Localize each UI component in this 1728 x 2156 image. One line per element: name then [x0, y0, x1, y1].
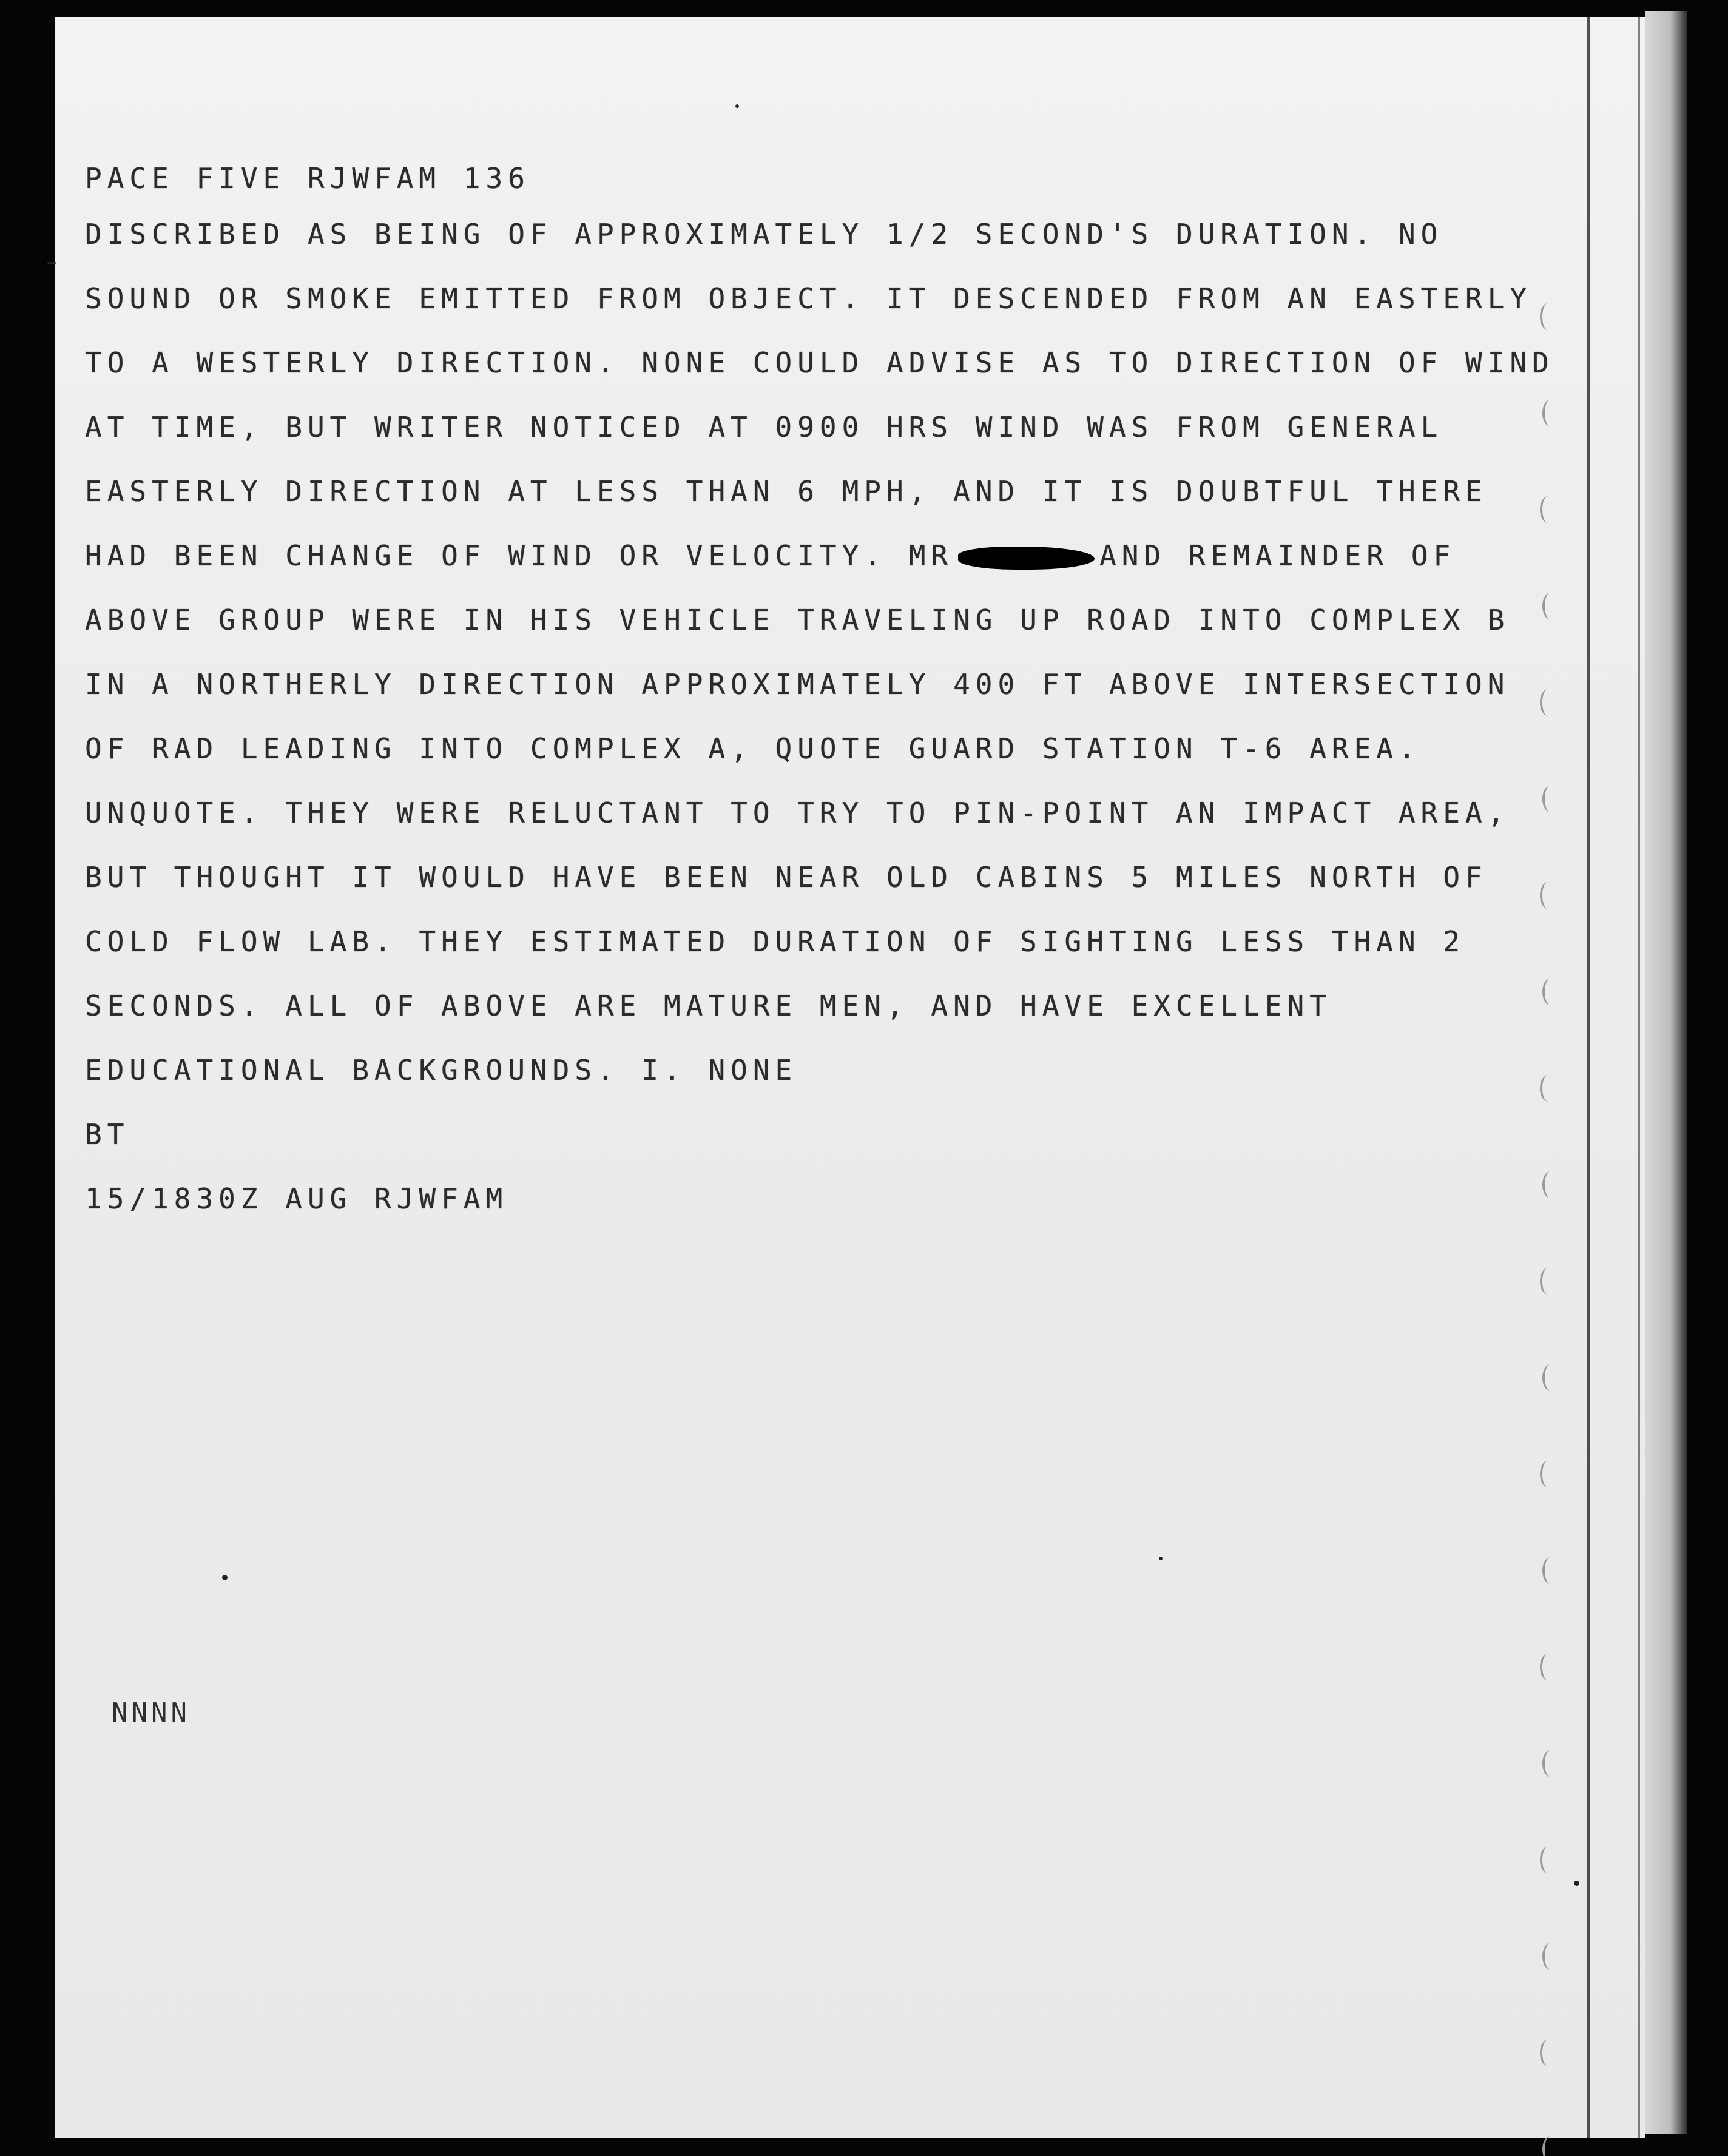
paper-edge-strip: [1645, 11, 1687, 2134]
text-line: OF RAD LEADING INTO COMPLEX A, QUOTE GUARD STATION T-6 AREA.: [85, 732, 1421, 765]
end-of-message-marker: NNNN: [112, 1697, 191, 1728]
feed-hole: [1540, 1461, 1556, 1487]
feed-hole: [1542, 2136, 1558, 2156]
dust-speck: [735, 104, 739, 108]
text-fragment: AND REMAINDER OF: [1099, 539, 1456, 572]
text-line: IN A NORTHERLY DIRECTION APPROXIMATELY 400 FT ABOVE INTERSECTION: [85, 668, 1510, 701]
text-line: COLD FLOW LAB. THEY ESTIMATED DURATION OF SIGHTING LESS THAN 2: [85, 925, 1466, 958]
text-line: BUT THOUGHT IT WOULD HAVE BEEN NEAR OLD CABINS 5 MILES NORTH OF: [85, 861, 1488, 894]
feed-hole: [1540, 1268, 1556, 1295]
feed-hole: [1542, 1364, 1558, 1391]
text-line: EASTERLY DIRECTION AT LESS THAN 6 MPH, AND IT IS DOUBTFUL THERE: [85, 475, 1488, 508]
dust-speck: [1159, 1557, 1163, 1560]
text-line: EDUCATIONAL BACKGROUNDS. I. NONE: [85, 1054, 798, 1086]
text-line: ABOVE GROUP WERE IN HIS VEHICLE TRAVELING UP ROAD INTO COMPLEX B: [85, 604, 1510, 636]
text-line: SOUND OR SMOKE EMITTED FROM OBJECT. IT DESCENDED FROM AN EASTERLY: [85, 282, 1533, 315]
dust-speck: [47, 262, 56, 264]
perforation-line-outer: [1638, 17, 1640, 2138]
text-fragment: HAD BEEN CHANGE OF WIND OR VELOCITY. MR: [85, 539, 954, 572]
text-line: UNQUOTE. THEY WERE RELUCTANT TO TRY TO PIN-POINT AN IMPACT AREA,: [85, 797, 1510, 829]
feed-hole: [1542, 1557, 1558, 1584]
break-marker: BT: [85, 1118, 130, 1151]
text-line: TO A WESTERLY DIRECTION. NONE COULD ADVISE AS TO DIRECTION OF WIND: [85, 346, 1554, 379]
date-time-group: 15/1830Z AUG RJWFAM: [85, 1182, 508, 1215]
text-line: AT TIME, BUT WRITER NOTICED AT 0900 HRS WIND WAS FROM GENERAL: [85, 411, 1443, 443]
feed-hole: [1542, 1943, 1558, 1970]
page-header: PACE FIVE RJWFAM 136: [85, 162, 530, 195]
feed-hole: [1540, 1654, 1556, 1680]
feed-hole: [1542, 1750, 1558, 1777]
dust-speck: [222, 1575, 228, 1580]
text-line-redacted: [85, 524, 1565, 588]
perforation-line: [1587, 17, 1590, 2138]
text-line: SECONDS. ALL OF ABOVE ARE MATURE MEN, AND HAVE EXCELLENT: [85, 989, 1332, 1022]
feed-hole: [1540, 1847, 1556, 1873]
message-body: [85, 155, 1565, 1231]
text-line: DISCRIBED AS BEING OF APPROXIMATELY 1/2 SECOND'S DURATION. NO: [85, 218, 1443, 251]
dust-speck: [1574, 1881, 1579, 1886]
redaction-mark: [958, 547, 1095, 570]
feed-hole: [1540, 2040, 1556, 2066]
